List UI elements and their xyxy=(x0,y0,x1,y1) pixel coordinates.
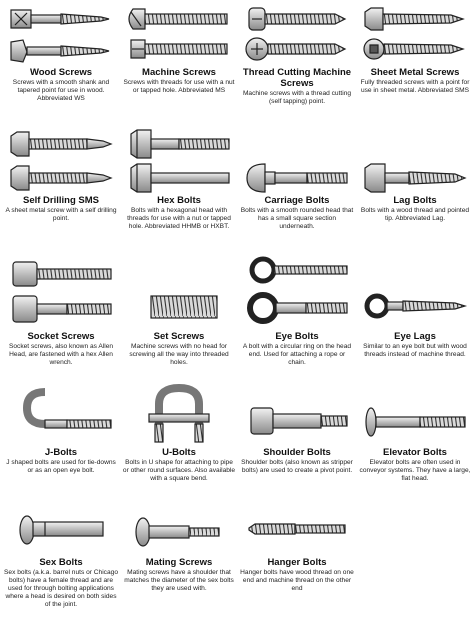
item-carriage-bolts xyxy=(240,128,354,231)
item-title: Socket Screws xyxy=(27,331,95,342)
item-desc: Socket screws, also known as Allen Head, are fastened with a hex Allen wrench. xyxy=(8,343,114,366)
item-mating-screws xyxy=(122,506,236,593)
item-socket-screws xyxy=(4,256,118,367)
item-desc: Fully threaded screws with a point for use in sheet metal. Abbreviated SMS xyxy=(360,79,470,94)
item-eye-lags xyxy=(358,256,472,359)
item-title: Hex Bolts xyxy=(157,195,201,206)
thread-cutting-screw-icon xyxy=(241,4,353,66)
shoulder-bolt-icon xyxy=(241,384,353,446)
item-sheet-metal xyxy=(358,4,472,95)
carriage-bolt-icon xyxy=(241,128,353,194)
item-desc: Bolts in U shape for attaching to pipe or other round surfaces. Also available with a square bend. xyxy=(122,459,236,482)
item-desc: A bolt with a circular ring on the head end. Used for attaching a rope or chain. xyxy=(242,343,352,366)
item-thread-cutting xyxy=(240,4,354,106)
item-hex-bolts xyxy=(122,128,236,231)
item-desc: A sheet metal screw with a self drilling point. xyxy=(5,207,117,222)
j-bolt-icon xyxy=(5,384,117,446)
self-drilling-screw-icon xyxy=(5,128,117,194)
item-desc: Screws with a smooth shank and tapered point for use in wood. Abbreviated WS xyxy=(12,79,110,102)
item-desc: Shoulder bolts (also known as stripper bolts) are used to create a pivot point. xyxy=(241,459,353,474)
item-desc: J shaped bolts are used for tie-downs or as an open eye bolt. xyxy=(6,459,116,474)
u-bolt-icon xyxy=(123,384,235,446)
item-set-screws xyxy=(122,256,236,367)
item-self-drilling xyxy=(4,128,118,223)
item-desc: Similar to an eye bolt but with wood threads instead of machine thread. xyxy=(363,343,467,358)
item-shoulder-bolts xyxy=(240,384,354,475)
eye-lag-icon xyxy=(359,256,471,330)
hex-bolt-icon xyxy=(123,128,235,194)
item-desc: Hanger bolts have wood thread on one end and machine thread on the other end xyxy=(240,569,354,592)
item-hanger-bolts xyxy=(240,506,354,593)
item-title: Thread Cutting Machine Screws xyxy=(242,67,352,89)
item-title: Wood Screws xyxy=(29,67,93,78)
wood-screw-icon xyxy=(5,4,117,66)
item-title: Shoulder Bolts xyxy=(263,447,331,458)
item-lag-bolts xyxy=(358,128,472,223)
item-desc: Machine screws with no head for screwing all the way into threaded holes. xyxy=(129,343,229,366)
lag-bolt-icon xyxy=(359,128,471,194)
item-elevator-bolts xyxy=(358,384,472,483)
item-desc: Screws with threads for use with a nut or tapped hole. Abbreviated MS xyxy=(123,79,235,94)
item-desc: Bolts with a wood thread and pointed tip. Abbreviated Lag. xyxy=(360,207,470,222)
item-sex-bolts xyxy=(4,506,118,609)
machine-screw-icon xyxy=(123,4,235,66)
item-desc: Elevator bolts are often used in conveyor systems. They have a large, flat head. xyxy=(359,459,471,482)
item-desc: Mating screws have a shoulder that matches the diameter of the sex bolts they are used with. xyxy=(124,569,234,592)
item-wood-screws xyxy=(4,4,118,103)
item-title: Elevator Bolts xyxy=(383,447,447,458)
item-title: Mating Screws xyxy=(145,557,213,568)
item-title: Carriage Bolts xyxy=(264,195,330,206)
set-screw-icon xyxy=(123,256,235,330)
mating-screw-icon xyxy=(123,506,235,556)
hanger-bolt-icon xyxy=(241,506,353,556)
item-title: Lag Bolts xyxy=(393,195,437,206)
item-title: Set Screws xyxy=(153,331,205,342)
item-desc: Sex bolts (a.k.a. barrel nuts or Chicago bolts) have a female thread and are used for through bolting applications where a head is desired on both sides of the joint. xyxy=(4,569,118,608)
item-title: Sheet Metal Screws xyxy=(370,67,460,78)
item-j-bolts xyxy=(4,384,118,475)
eye-bolt-icon xyxy=(241,256,353,330)
item-u-bolts xyxy=(122,384,236,483)
item-title: J-Bolts xyxy=(44,447,78,458)
item-desc: Machine screws with a thread cutting (self tapping) point. xyxy=(242,90,352,105)
elevator-bolt-icon xyxy=(359,384,471,446)
item-title: Machine Screws xyxy=(142,67,216,78)
socket-screw-icon xyxy=(5,256,117,330)
item-title: Eye Bolts xyxy=(275,331,319,342)
sheet-metal-screw-icon xyxy=(359,4,471,66)
item-title: Eye Lags xyxy=(394,331,436,342)
item-title: Hanger Bolts xyxy=(267,557,327,568)
sex-bolt-icon xyxy=(5,506,117,556)
item-title: U-Bolts xyxy=(162,447,196,458)
item-desc: Bolts with a hexagonal head with threads for use with a nut or tapped hole. Abbreviated HHMB or HXBT. xyxy=(127,207,231,230)
item-title: Sex Bolts xyxy=(39,557,83,568)
item-machine-screws xyxy=(122,4,236,95)
item-title: Self Drilling SMS xyxy=(22,195,99,206)
item-desc: Bolts with a smooth rounded head that has a small square section underneath. xyxy=(240,207,354,230)
item-eye-bolts xyxy=(240,256,354,367)
